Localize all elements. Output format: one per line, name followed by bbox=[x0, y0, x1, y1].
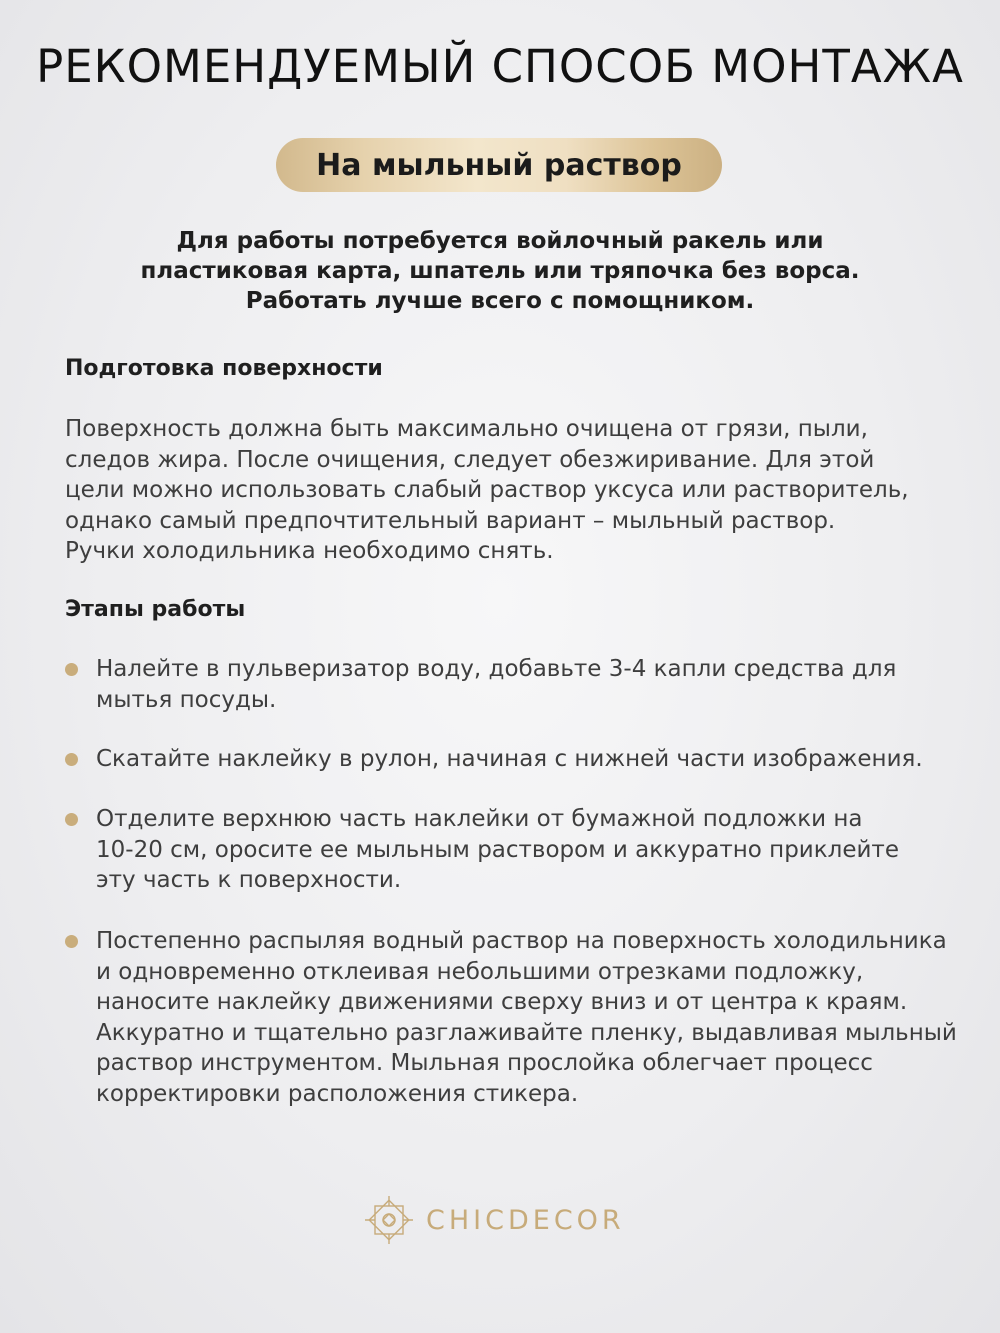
step-line: и одновременно отклеивая небольшими отрезками подложку, bbox=[96, 958, 864, 985]
step-text bbox=[96, 926, 957, 1109]
intro-line: пластиковая карта, шпатель или тряпочка без ворса. bbox=[140, 258, 860, 284]
step-text bbox=[96, 804, 899, 896]
ornament-icon bbox=[362, 1193, 416, 1247]
step-line: корректировки расположения стикера. bbox=[96, 1080, 579, 1107]
prep-line: однако самый предпочтительный вариант – мыльный раствор. bbox=[65, 507, 836, 534]
step-line: Налейте в пульверизатор воду, добавьте 3-4 капли средства для bbox=[96, 656, 897, 682]
bullet-dot-icon bbox=[65, 813, 78, 826]
step-line: Аккуратно и тщательно разглаживайте пленку, выдавливая мыльный bbox=[96, 1019, 957, 1046]
bullet-dot-icon bbox=[65, 753, 78, 766]
bullet-dot-icon bbox=[65, 935, 78, 948]
step-line: наносите наклейку движениями сверху вниз и от центра к краям. bbox=[96, 989, 908, 1015]
method-badge-label: На мыльный раствор bbox=[316, 147, 682, 183]
page-title: РЕКОМЕНДУЕМЫЙ СПОСОБ МОНТАЖА bbox=[36, 40, 964, 93]
steps-heading: Этапы работы bbox=[65, 597, 246, 622]
prep-line: Ручки холодильника необходимо снять. bbox=[65, 538, 554, 564]
brand-name: CHICDECOR bbox=[426, 1204, 625, 1236]
step-line: 10-20 см, оросите ее мыльным раствором и аккуратно приклейте bbox=[96, 836, 899, 863]
step-line: Скатайте наклейку в рулон, начиная с нижней части изображения. bbox=[96, 746, 923, 772]
prep-paragraph bbox=[65, 414, 985, 567]
bullet-dot-icon bbox=[65, 663, 78, 676]
step-line: эту часть к поверхности. bbox=[96, 867, 402, 893]
prep-line: цели можно использовать слабый раствор уксуса или растворитель, bbox=[65, 477, 909, 503]
step-line: раствор инструментом. Мыльная прослойка облегчает процесс bbox=[96, 1050, 873, 1076]
intro-text bbox=[100, 226, 900, 316]
step-text bbox=[96, 744, 923, 775]
intro-line: Работать лучше всего с помощником. bbox=[245, 288, 755, 314]
prep-line: Поверхность должна быть максимально очищена от грязи, пыли, bbox=[65, 416, 868, 442]
step-line: мытья посуды. bbox=[96, 686, 277, 713]
intro-line: Для работы потребуется войлочный ракель или bbox=[176, 228, 824, 254]
step-line: Отделите верхнюю часть наклейки от бумажной подложки на bbox=[96, 806, 863, 832]
step-line: Постепенно распыляя водный раствор на поверхность холодильника bbox=[96, 928, 947, 954]
brand-logo bbox=[362, 1192, 642, 1248]
prep-line: следов жира. После очищения, следует обезжиривание. Для этой bbox=[65, 446, 875, 473]
method-badge bbox=[276, 138, 722, 192]
step-text bbox=[96, 654, 896, 715]
prep-heading: Подготовка поверхности bbox=[65, 356, 383, 381]
